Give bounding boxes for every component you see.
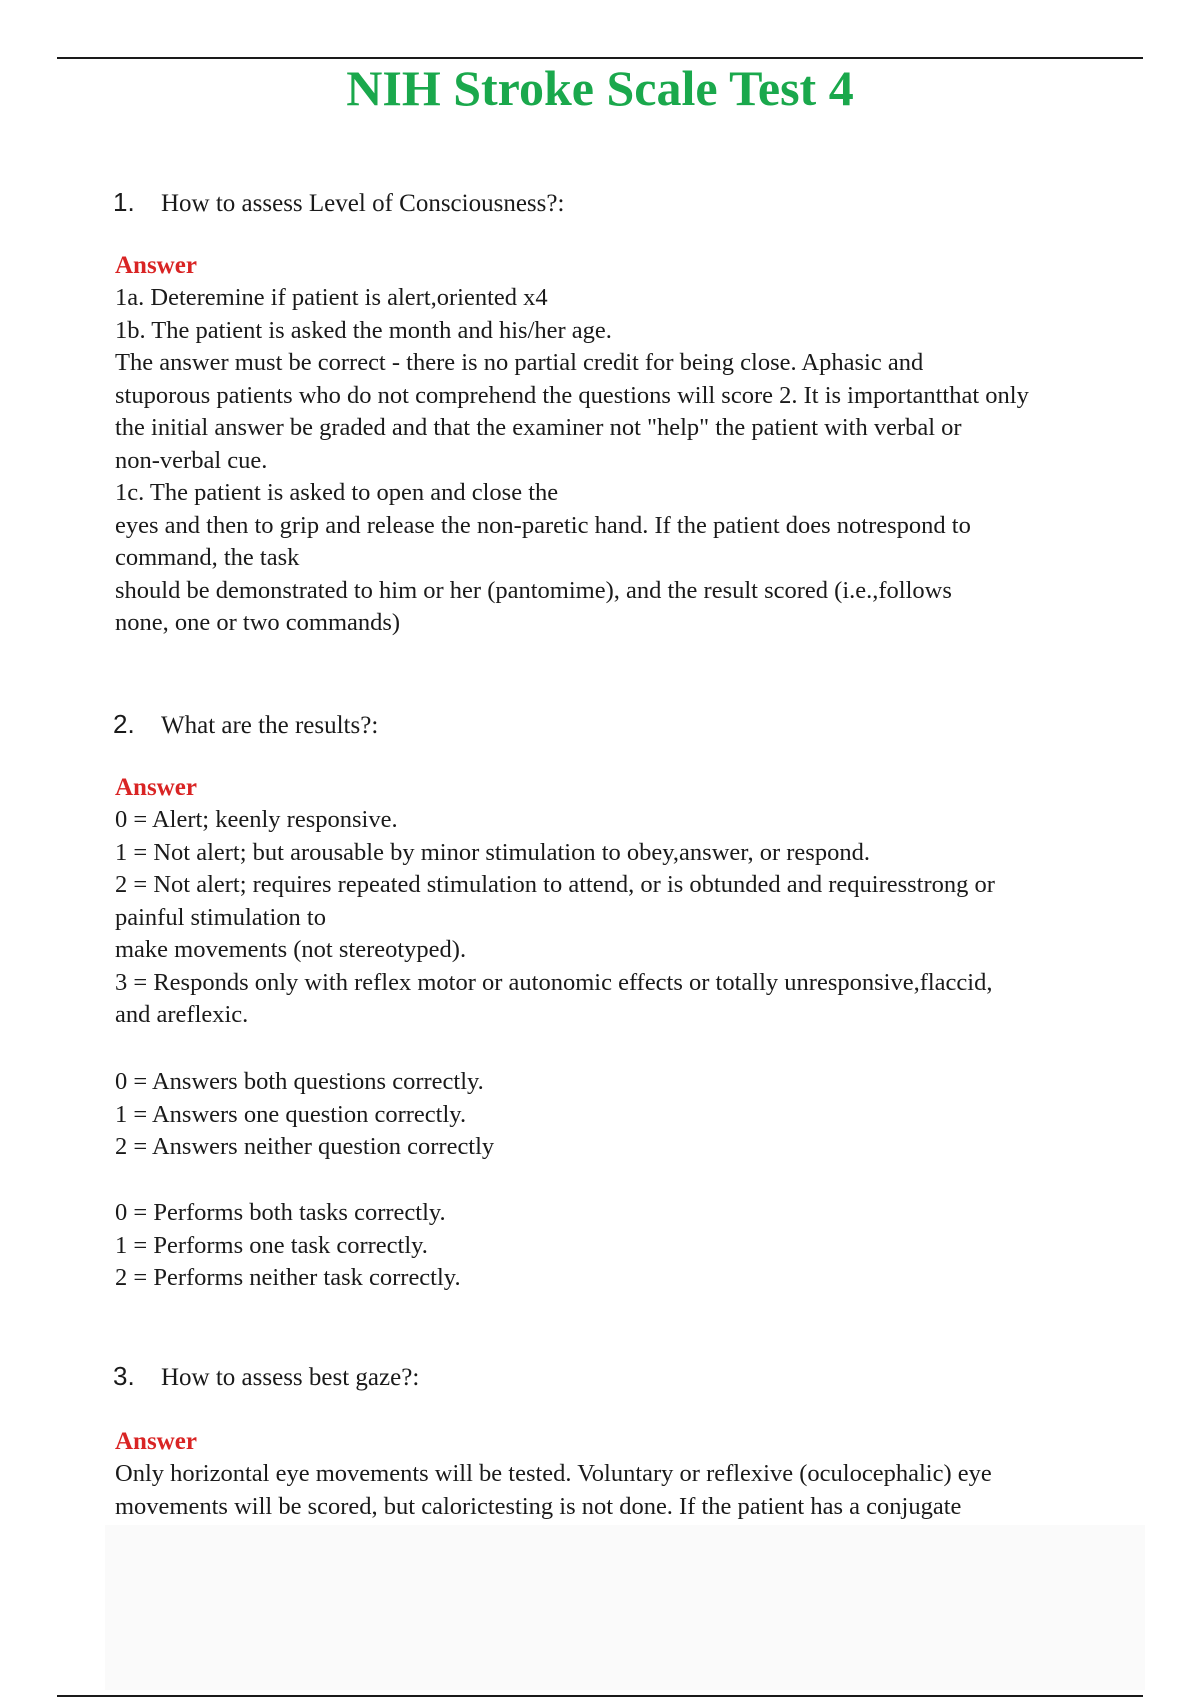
question-text: What are the results?: bbox=[161, 712, 379, 739]
answer-line: 0 = Answers both questions correctly. bbox=[115, 1068, 484, 1095]
answer-line: should be demonstrated to him or her (pantomime), and the result scored (i.e.,follows bbox=[115, 576, 952, 604]
answer-label: Answer bbox=[115, 252, 197, 279]
answer-label: Answer bbox=[115, 774, 197, 801]
answer-line: The answer must be correct - there is no partial credit for being close. Aphasic and bbox=[115, 349, 924, 376]
answer-line: 0 = Alert; keenly responsive. bbox=[115, 806, 398, 833]
question-3 bbox=[113, 1360, 419, 1394]
answer-line: command, the task bbox=[115, 544, 300, 571]
page-fade bbox=[105, 1525, 1145, 1690]
question-number: 1. bbox=[113, 187, 135, 217]
answer-line: 1a. Deteremine if patient is alert,oriented x4 bbox=[115, 284, 548, 311]
answer-line: 1 = Not alert; but arousable by minor stimulation to obey,answer, or respond. bbox=[115, 838, 870, 866]
answer-line: painful stimulation to bbox=[115, 903, 326, 931]
answer-line: 2 = Not alert; requires repeated stimulation to attend, or is obtunded and requiresstrong or bbox=[115, 871, 995, 898]
answer-line: Only horizontal eye movements will be tested. Voluntary or reflexive (oculocephalic) eye bbox=[115, 1460, 992, 1487]
answer-line: and areflexic. bbox=[115, 1001, 249, 1028]
answer-text bbox=[115, 1066, 1145, 1164]
answer-line: 0 = Performs both tasks correctly. bbox=[115, 1199, 446, 1226]
answer-text bbox=[115, 282, 1145, 640]
answer-line: none, one or two commands) bbox=[115, 609, 401, 636]
answer-line: 1 = Answers one question correctly. bbox=[115, 1100, 467, 1128]
answer-line: stuporous patients who do not comprehend the questions will score 2. It is importantthat only bbox=[115, 381, 1029, 409]
answer-line: 1b. The patient is asked the month and his/her age. bbox=[115, 316, 612, 344]
question-text: How to assess Level of Consciousness?: bbox=[161, 190, 565, 217]
page-title: NIH Stroke Scale Test 4 bbox=[346, 60, 854, 116]
answer-line: 1c. The patient is asked to open and close the bbox=[115, 479, 559, 506]
answer-line: movements will be scored, but calorictesting is not done. If the patient has a conjugate bbox=[115, 1492, 962, 1520]
answer-text bbox=[115, 1458, 1145, 1523]
question-number: 3. bbox=[113, 1361, 135, 1391]
answer-label: Answer bbox=[115, 1428, 197, 1455]
bottom-rule bbox=[57, 1695, 1143, 1697]
answer-line: eyes and then to grip and release the non-paretic hand. If the patient does notrespond to bbox=[115, 511, 971, 539]
answer-line: 2 = Answers neither question correctly bbox=[115, 1133, 495, 1160]
question-text: How to assess best gaze?: bbox=[161, 1364, 420, 1391]
question-number: 2. bbox=[113, 709, 135, 739]
question-2 bbox=[113, 708, 378, 742]
answer-line: 3 = Responds only with reflex motor or autonomic effects or totally unresponsive,flaccid, bbox=[115, 968, 993, 996]
answer-line: 1 = Performs one task correctly. bbox=[115, 1231, 428, 1259]
answer-line: the initial answer be graded and that the examiner not "help" the patient with verbal or bbox=[115, 414, 962, 441]
answer-line: 2 = Performs neither task correctly. bbox=[115, 1264, 461, 1291]
answer-line: non-verbal cue. bbox=[115, 446, 268, 474]
answer-line: make movements (not stereotyped). bbox=[115, 936, 467, 963]
answer-text bbox=[115, 804, 1145, 1032]
question-1 bbox=[113, 186, 564, 220]
answer-text bbox=[115, 1197, 1145, 1295]
